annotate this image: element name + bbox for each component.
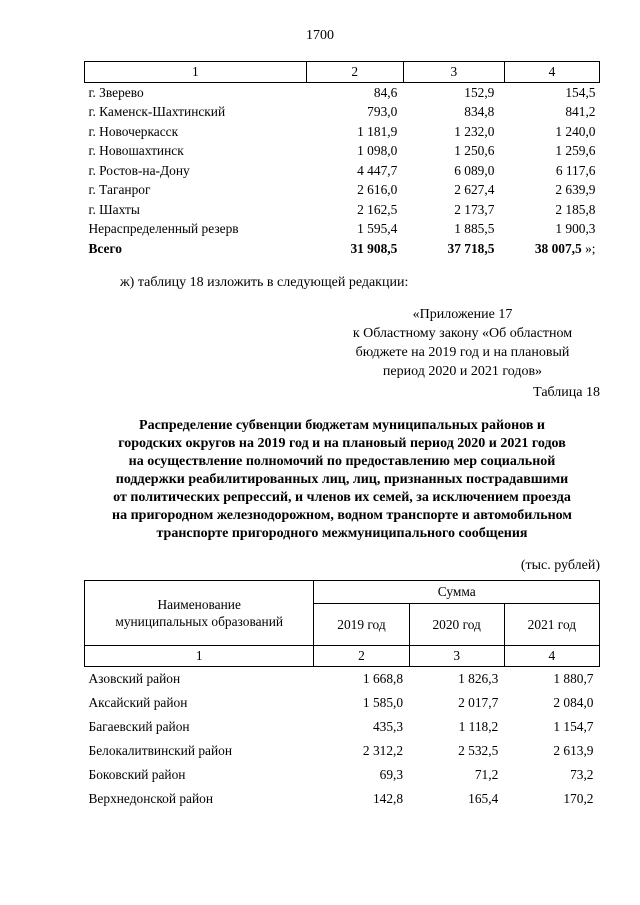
value-2021: 841,2 — [565, 104, 596, 120]
table-row — [85, 161, 600, 181]
value-2019: 1 181,9 — [357, 123, 398, 139]
table-row — [85, 787, 600, 811]
title-line: Распределение субвенции бюджетам муниципальных районов и — [139, 418, 545, 433]
value-2020: 152,9 — [464, 84, 495, 100]
value-2020: 834,8 — [464, 104, 495, 120]
value-2021: 170,2 — [563, 791, 594, 806]
value-2021: 1 880,7 — [553, 671, 594, 686]
value-2019: 69,3 — [379, 767, 404, 782]
value-2019: 142,8 — [372, 791, 404, 806]
column-number: 2 — [314, 646, 409, 667]
appendix-line: к Областному закону «Об областном — [352, 326, 573, 341]
table-row — [85, 739, 600, 763]
value-2019: 1 595,4 — [357, 221, 398, 237]
title-line: транспорте пригородного межмуниципального сообщения — [156, 526, 528, 541]
amendment-paragraph: ж) таблицу 18 изложить в следующей редакции: — [120, 275, 409, 290]
value-2020: 2 017,7 — [458, 695, 499, 710]
value-2020: 71,2 — [474, 767, 499, 782]
total-2021-value: 38 007,5 — [534, 240, 582, 256]
district-name: Азовский район — [88, 671, 181, 686]
title-line: на осуществление полномочий по предоставлению мер социальной — [128, 454, 556, 469]
table-number: Таблица 18 — [533, 385, 600, 400]
value-2019: 4 447,7 — [357, 162, 398, 178]
value-2020: 2 173,7 — [454, 201, 495, 217]
column-number: 3 — [403, 62, 504, 83]
city-name: г. Таганрог — [88, 182, 151, 198]
value-2019: 84,6 — [373, 84, 398, 100]
value-2020: 1 885,5 — [454, 221, 495, 237]
table-row — [85, 715, 600, 739]
value-2019: 2 312,2 — [362, 743, 404, 758]
name-header-line: муниципальных образований — [115, 614, 284, 629]
value-2019: 1 668,8 — [362, 671, 404, 686]
value-2021: 2 185,8 — [555, 201, 596, 217]
budget-table-continued — [84, 61, 600, 259]
sum-header: Сумма — [314, 581, 600, 604]
table-row — [85, 103, 600, 123]
value-2019: 2 162,5 — [357, 201, 398, 217]
column-number: 2 — [306, 62, 403, 83]
column-number: 3 — [409, 646, 504, 667]
value-2020: 165,4 — [468, 791, 499, 806]
year-header: 2021 год — [504, 604, 599, 646]
page-number: 1700 — [306, 28, 334, 43]
title-line: городских округов на 2019 год и на плановый период 2020 и 2021 годов — [118, 436, 566, 451]
value-2021: 2 613,9 — [553, 743, 594, 758]
closing-quote: »; — [581, 240, 596, 256]
total-2020: 37 718,5 — [447, 240, 495, 256]
value-2019: 1 098,0 — [357, 143, 398, 159]
value-2019: 2 616,0 — [357, 182, 398, 198]
total-row — [85, 239, 600, 259]
table-row — [85, 83, 600, 103]
city-name: Нераспределенный резерв — [88, 221, 239, 237]
table-row — [85, 667, 600, 692]
name-header-line: Наименование — [157, 597, 241, 612]
title-line: от политических репрессий, и членов их семей, за исключением проезда — [113, 490, 571, 505]
city-name: г. Ростов-на-Дону — [88, 162, 190, 178]
city-name: г. Зверево — [88, 84, 144, 100]
city-name: г. Каменск-Шахтинский — [88, 104, 226, 120]
value-2021: 2 084,0 — [553, 695, 594, 710]
title-line: поддержки реабилитированных лиц, лиц, признанных пострадавшими — [115, 472, 569, 487]
value-2019: 793,0 — [367, 104, 398, 120]
value-2021: 1 900,3 — [555, 221, 596, 237]
appendix-reference — [330, 305, 595, 381]
value-2020: 1 826,3 — [458, 671, 499, 686]
value-2021: 154,5 — [565, 84, 596, 100]
city-name: г. Новочеркасск — [88, 123, 179, 139]
value-2020: 1 118,2 — [458, 719, 499, 734]
table-row — [85, 220, 600, 240]
district-name: Белокалитвинский район — [88, 743, 233, 758]
value-2021: 1 154,7 — [553, 719, 594, 734]
table-title — [84, 417, 600, 543]
subvention-table — [84, 580, 600, 811]
column-number-row — [85, 646, 600, 667]
value-2020: 6 089,0 — [454, 162, 495, 178]
total-label: Всего — [88, 240, 122, 256]
district-name: Боковский район — [88, 767, 186, 782]
table-row — [85, 181, 600, 201]
unit-label: (тыс. рублей) — [520, 558, 600, 573]
column-number: 4 — [504, 62, 599, 83]
year-header: 2020 год — [409, 604, 504, 646]
value-2021: 1 240,0 — [555, 123, 596, 139]
appendix-line: период 2020 и 2021 годов» — [382, 364, 543, 379]
value-2020: 2 532,5 — [458, 743, 499, 758]
table-row — [85, 691, 600, 715]
table-row — [85, 763, 600, 787]
table-row — [85, 122, 600, 142]
value-2021: 2 639,9 — [555, 182, 596, 198]
value-2021: 1 259,6 — [555, 143, 596, 159]
value-2019: 1 585,0 — [362, 695, 404, 710]
appendix-line: бюджете на 2019 год и на плановый — [355, 345, 570, 360]
value-2019: 435,3 — [372, 719, 404, 734]
column-number-row — [85, 62, 600, 83]
value-2020: 1 232,0 — [454, 123, 495, 139]
table-row — [85, 200, 600, 220]
title-line: на пригородном железнодорожном, водном транспорте и автомобильном — [112, 508, 572, 523]
table-row — [85, 142, 600, 162]
column-number: 1 — [85, 62, 307, 83]
city-name: г. Новошахтинск — [88, 143, 184, 159]
value-2021: 73,2 — [570, 767, 594, 782]
column-number: 4 — [504, 646, 599, 667]
value-2021: 6 117,6 — [555, 162, 596, 178]
appendix-line: «Приложение 17 — [412, 307, 513, 322]
value-2020: 2 627,4 — [454, 182, 495, 198]
district-name: Верхнедонской район — [88, 791, 214, 806]
district-name: Багаевский район — [88, 719, 190, 734]
district-name: Аксайский район — [88, 695, 188, 710]
city-name: г. Шахты — [88, 201, 140, 217]
value-2020: 1 250,6 — [454, 143, 495, 159]
total-2019: 31 908,5 — [350, 240, 398, 256]
name-column-header — [85, 581, 314, 646]
total-2021 — [504, 239, 599, 259]
column-number: 1 — [85, 646, 314, 667]
year-header: 2019 год — [314, 604, 409, 646]
